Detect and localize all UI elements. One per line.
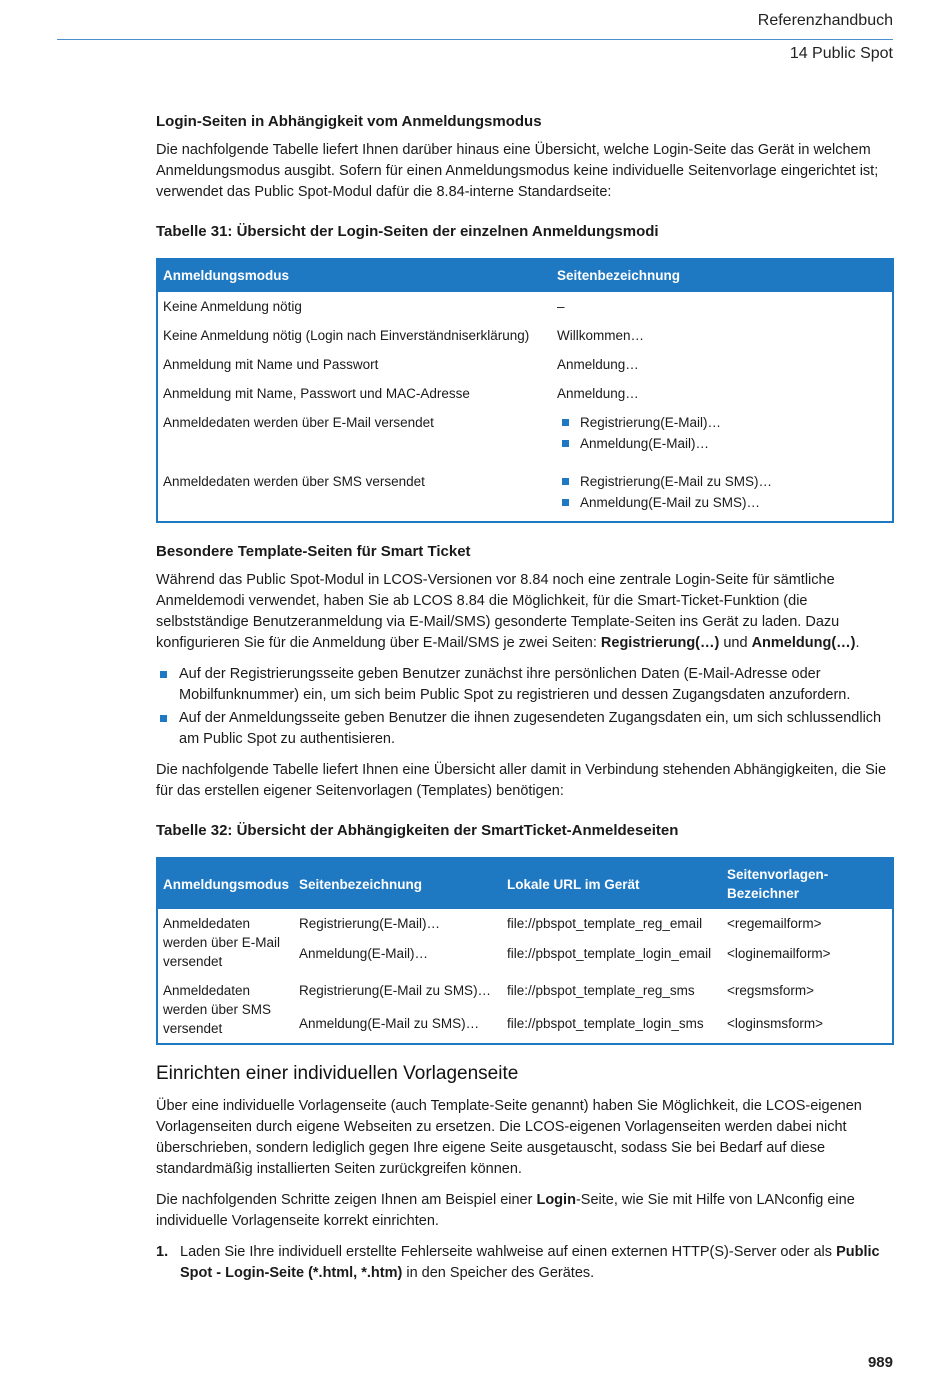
column-header-template-id: Seitenvorlagen-Bezeichner	[722, 858, 893, 909]
list-item: Auf der Anmeldungsseite geben Benutzer die ihnen zugesendeten Zugangsdaten ein, um sich schlussendlich am Public Spot zu authentisieren.	[156, 708, 894, 750]
table-header-row	[157, 259, 893, 292]
cell-mode: Anmeldedaten werden über E-Mail versendet	[163, 415, 434, 430]
cell-page: Anmeldung(E-Mail zu SMS)…	[299, 1016, 480, 1032]
table-row	[157, 467, 893, 522]
step-number: 1.	[156, 1244, 169, 1260]
list-item: Registrierung(E-Mail)…	[557, 413, 887, 432]
table-row	[157, 379, 893, 408]
cell-url: file://pbspot_template_login_email	[507, 945, 712, 961]
cell-mode: Anmeldedaten werden über SMS versendet	[163, 474, 425, 489]
section-heading-template-setup: Einrichten einer individuellen Vorlagenseite	[156, 1063, 519, 1084]
template-intro-paragraph: Über eine individuelle Vorlagenseite (auch Template-Seite genannt) haben Sie Möglichkeit, die LCOS-eigenen Vorlagenseiten durch eigene Webseiten zu ersetzen. Die LCOS-eigenen Vorlagenseiten werden dabei nicht überschrieben, sondern lediglich gegen Ihre eigene Seite ausgetauscht, sodass Sie bei Bedarf auf diese standardmäßig installierten Seiten zurückgreifen können.	[156, 1098, 862, 1177]
table-row	[157, 350, 893, 379]
list-item: Anmeldung(E-Mail zu SMS)…	[557, 493, 887, 512]
list-item: Auf der Registrierungsseite geben Benutzer zunächst ihre persönlichen Daten (E-Mail-Adresse oder Mobilfunknummer) ein, um sich beim Public Spot zu registrieren und dessen Zugangsdaten anzufordern.	[156, 664, 894, 706]
cell-template-id: <loginsmsform>	[727, 1016, 824, 1032]
cell-template-id: <regemailform>	[727, 916, 822, 931]
column-header-url: Lokale URL im Gerät	[502, 858, 722, 909]
cell-url: file://pbspot_template_login_sms	[507, 1016, 704, 1032]
bullet-icon	[160, 671, 167, 678]
bullet-icon	[562, 499, 569, 506]
smart-ticket-paragraph: Während das Public Spot-Modul in LCOS-Versionen vor 8.84 noch eine zentrale Login-Seite für sämtliche Anmeldemodi verwendet, haben Sie ab LCOS 8.84 die Möglichkeit, für die Smart-Ticket-Funktion (die selbstständige Benutzeranmeldung via E-Mail/SMS) gesonderte Template-Seiten ins Gerät zu laden. Dazu konfigurieren Sie für die Anmeldung über E-Mail/SMS je zwei Seiten: Registrierung(…) und Anmeldung(…).	[156, 572, 860, 651]
bullet-icon	[562, 419, 569, 426]
table-row	[157, 292, 893, 321]
cell-template-id: <loginemailform>	[727, 945, 831, 961]
page-content	[156, 111, 894, 1284]
list-item: Registrierung(E-Mail zu SMS)…	[557, 472, 887, 491]
table-caption-31: Tabelle 31: Übersicht der Login-Seiten der einzelnen Anmeldungsmodi	[156, 223, 659, 240]
cell-page: Anmeldung…	[557, 386, 639, 401]
template-steps-paragraph: Die nachfolgenden Schritte zeigen Ihnen am Beispiel einer Login-Seite, wie Sie mit Hilfe von LANconfig eine individuelle Vorlagenseite korrekt einrichten.	[156, 1192, 855, 1229]
bullet-icon	[160, 715, 167, 722]
cell-pages	[552, 467, 893, 522]
cell-page: Registrierung(E-Mail zu SMS)…	[299, 983, 492, 998]
header-divider	[57, 39, 893, 40]
cell-mode: Keine Anmeldung nötig (Login nach Einverständniserklärung)	[163, 328, 530, 343]
cell-pages	[552, 408, 893, 467]
table-row	[157, 909, 893, 939]
intro-paragraph: Die nachfolgende Tabelle liefert Ihnen darüber hinaus eine Übersicht, welche Login-Seite das Gerät in welchem Anmeldungsmodus ausgibt. Sofern für einen Anmeldungsmodus keine individuelle Seitenvorlage eingerichtet ist; verwendet das Public Spot-Modul dafür die 8.84-interne Standardseite:	[156, 142, 879, 200]
table-row	[157, 408, 893, 467]
cell-mode: Anmeldedaten werden über SMS versendet	[163, 983, 272, 1036]
page-number: 989	[867, 1354, 893, 1371]
column-header-mode: Anmeldungsmodus	[157, 259, 552, 292]
cell-url: file://pbspot_template_reg_email	[507, 916, 703, 931]
column-header-page: Seitenbezeichnung	[294, 858, 502, 909]
cell-template-id: <regsmsform>	[727, 983, 815, 998]
login-pages-table	[156, 258, 894, 523]
cell-page: Anmeldung…	[557, 357, 639, 372]
cell-page: Willkommen…	[557, 328, 645, 343]
cell-page: Registrierung(E-Mail)…	[299, 916, 441, 931]
running-header-title: Referenzhandbuch	[757, 12, 893, 29]
list-item: 1. Laden Sie Ihre individuell erstellte Fehlerseite wahlweise auf einen externen HTTP(S)-Server oder als Public Spot - Login-Seite (*.html, *.htm) in den Speicher des Gerätes.	[156, 1244, 880, 1281]
table-row	[157, 321, 893, 350]
list-item: Anmeldung(E-Mail)…	[557, 434, 887, 453]
bullet-icon	[562, 440, 569, 447]
dependencies-paragraph: Die nachfolgende Tabelle liefert Ihnen eine Übersicht aller damit in Verbindung stehenden Abhängigkeiten, die Sie für das erstellen eigener Seitenvorlagen (Templates) benötigen:	[156, 762, 887, 799]
section-heading-login-pages: Login-Seiten in Abhängigkeit vom Anmeldungsmodus	[156, 113, 542, 130]
steps-list	[156, 1242, 894, 1284]
smartticket-dependencies-table	[156, 857, 894, 1045]
cell-mode: Anmeldedaten werden über E-Mail versendet	[163, 916, 281, 969]
bullet-icon	[562, 478, 569, 485]
table-row	[157, 976, 893, 1009]
cell-mode: Anmeldung mit Name und Passwort	[163, 357, 379, 372]
smart-ticket-bullets	[156, 664, 894, 750]
section-heading-smart-ticket: Besondere Template-Seiten für Smart Ticket	[156, 543, 471, 560]
cell-mode: Anmeldung mit Name, Passwort und MAC-Adresse	[163, 386, 470, 401]
cell-url: file://pbspot_template_reg_sms	[507, 983, 695, 998]
column-header-mode: Anmeldungsmodus	[157, 858, 294, 909]
cell-page: –	[557, 299, 565, 314]
cell-mode: Keine Anmeldung nötig	[163, 299, 302, 314]
column-header-page: Seitenbezeichnung	[552, 259, 893, 292]
table-caption-32: Tabelle 32: Übersicht der Abhängigkeiten der SmartTicket-Anmeldeseiten	[156, 822, 679, 839]
cell-page: Anmeldung(E-Mail)…	[299, 945, 429, 961]
table-header-row	[157, 858, 893, 909]
running-header-chapter: 14 Public Spot	[789, 45, 893, 62]
